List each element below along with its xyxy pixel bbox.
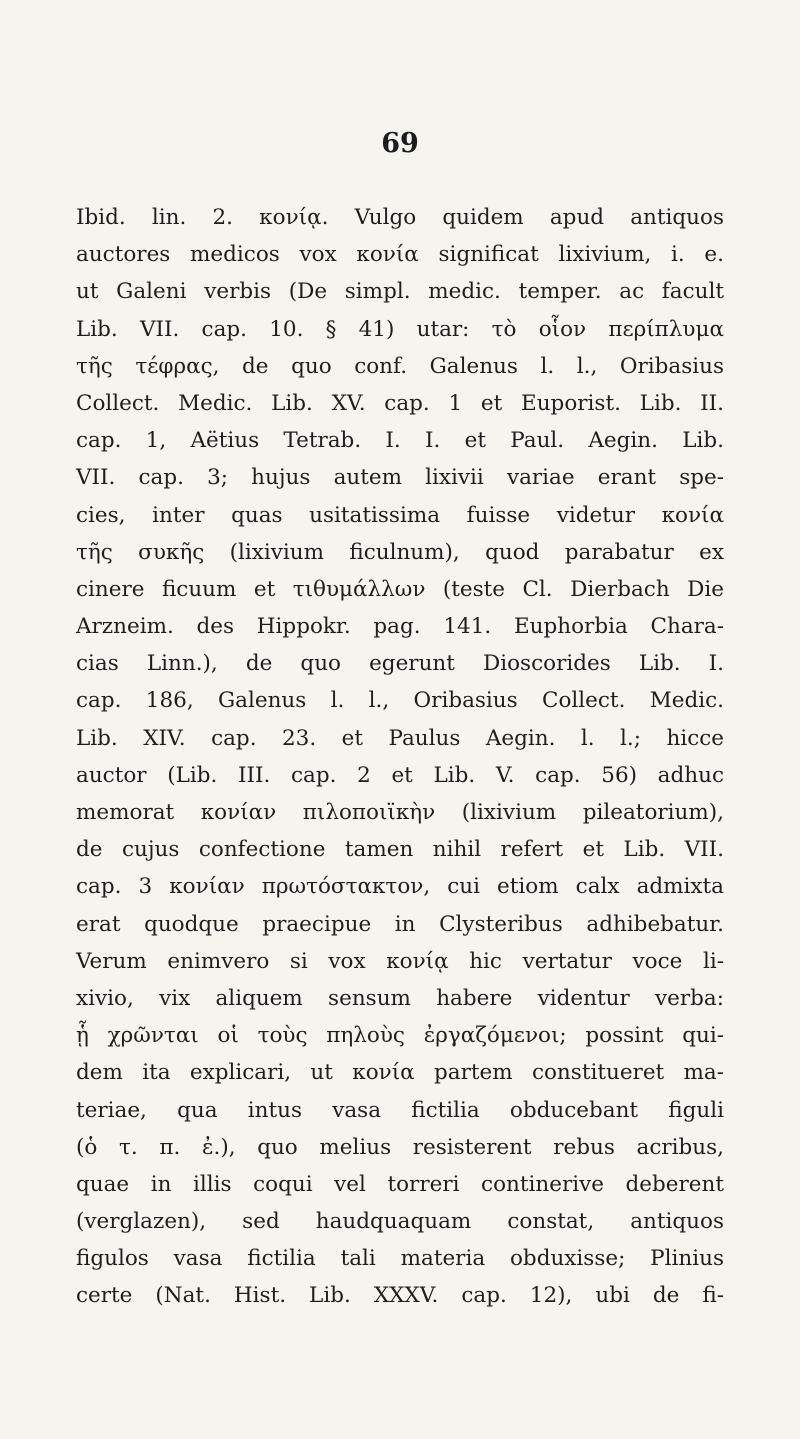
text-line: Lib. VII. cap. 10. § 41) utar: τὸ οἷον περίπλυμα bbox=[76, 316, 724, 342]
text-line: Lib. XIV. cap. 23. et Paulus Aegin. l. l.; hicce bbox=[76, 725, 724, 751]
text-line: ut Galeni verbis (De simpl. medic. temper. ac facult bbox=[76, 279, 724, 305]
text-line: τῆς συκῆς (lixivium ficulnum), quod parabatur ex bbox=[76, 539, 724, 565]
text-line: quae in illis coqui vel torreri continerive deberent bbox=[76, 1171, 724, 1197]
text-line: teriae, qua intus vasa fictilia obducebant figuli bbox=[76, 1097, 724, 1123]
text-line: cap. 3 κονίαν πρωτόστακτον, cui etiom calx admixta bbox=[76, 874, 724, 900]
text-line: (ὁ τ. π. ἐ.), quo melius resisterent rebus acribus, bbox=[76, 1134, 724, 1160]
text-line: auctor (Lib. III. cap. 2 et Lib. V. cap. 56) adhuc bbox=[76, 762, 724, 788]
text-line: memorat κονίαν πιλοποιϊκὴν (lixivium pileatorium), bbox=[76, 800, 724, 825]
text-line: Collect. Medic. Lib. XV. cap. 1 et Euporist. Lib. II. bbox=[76, 390, 724, 416]
text-line: erat quodque praecipue in Clysteribus adhibebatur. bbox=[76, 911, 724, 937]
text-line: cap. 186, Galenus l. l., Oribasius Collect. Medic. bbox=[76, 688, 724, 714]
text-line: cies, inter quas usitatissima fuisse videtur κονία bbox=[76, 502, 724, 528]
text-line: Arzneim. des Hippokr. pag. 141. Euphorbia Chara- bbox=[76, 614, 724, 640]
text-line: dem ita explicari, ut κονία partem constitueret ma- bbox=[76, 1060, 724, 1086]
text-line: auctores medicos vox κονία significat lixivium, i. e. bbox=[76, 242, 724, 268]
text-line: VII. cap. 3; hujus autem lixivii variae erant spe- bbox=[76, 465, 724, 491]
text-line: certe (Nat. Hist. Lib. XXXV. cap. 12), ubi de fi- bbox=[76, 1283, 724, 1309]
text-line: ᾗ χρῶνται οἱ τοὺς πηλοὺς ἐργαζόμενοι; possint qui- bbox=[76, 1023, 724, 1049]
text-line: Ibid. lin. 2. κονίᾳ. Vulgo quidem apud antiquos bbox=[76, 205, 724, 230]
text-line: cap. 1, Aëtius Tetrab. I. I. et Paul. Aegin. Lib. bbox=[76, 428, 724, 454]
text-line: cias Linn.), de quo egerunt Dioscorides Lib. I. bbox=[76, 651, 724, 677]
page-number: 69 bbox=[381, 128, 419, 159]
text-line: (verglazen), sed haudquaquam constat, antiquos bbox=[76, 1209, 724, 1235]
text-line: de cujus confectione tamen nihil refert et Lib. VII. bbox=[76, 837, 724, 863]
text-line: τῆς τέφρας, de quo conf. Galenus l. l., Oribasius bbox=[76, 353, 724, 379]
text-line: xivio, vix aliquem sensum habere videntur verba: bbox=[76, 985, 724, 1011]
body-text bbox=[76, 199, 724, 1315]
text-line: cinere ficuum et τιθυμάλλων (teste Cl. Dierbach Die bbox=[76, 576, 724, 602]
text-line: Verum enimvero si vox κονίᾳ hic vertatur voce li- bbox=[76, 948, 724, 974]
text-line: figulos vasa fictilia tali materia obduxisse; Plinius bbox=[76, 1246, 724, 1272]
